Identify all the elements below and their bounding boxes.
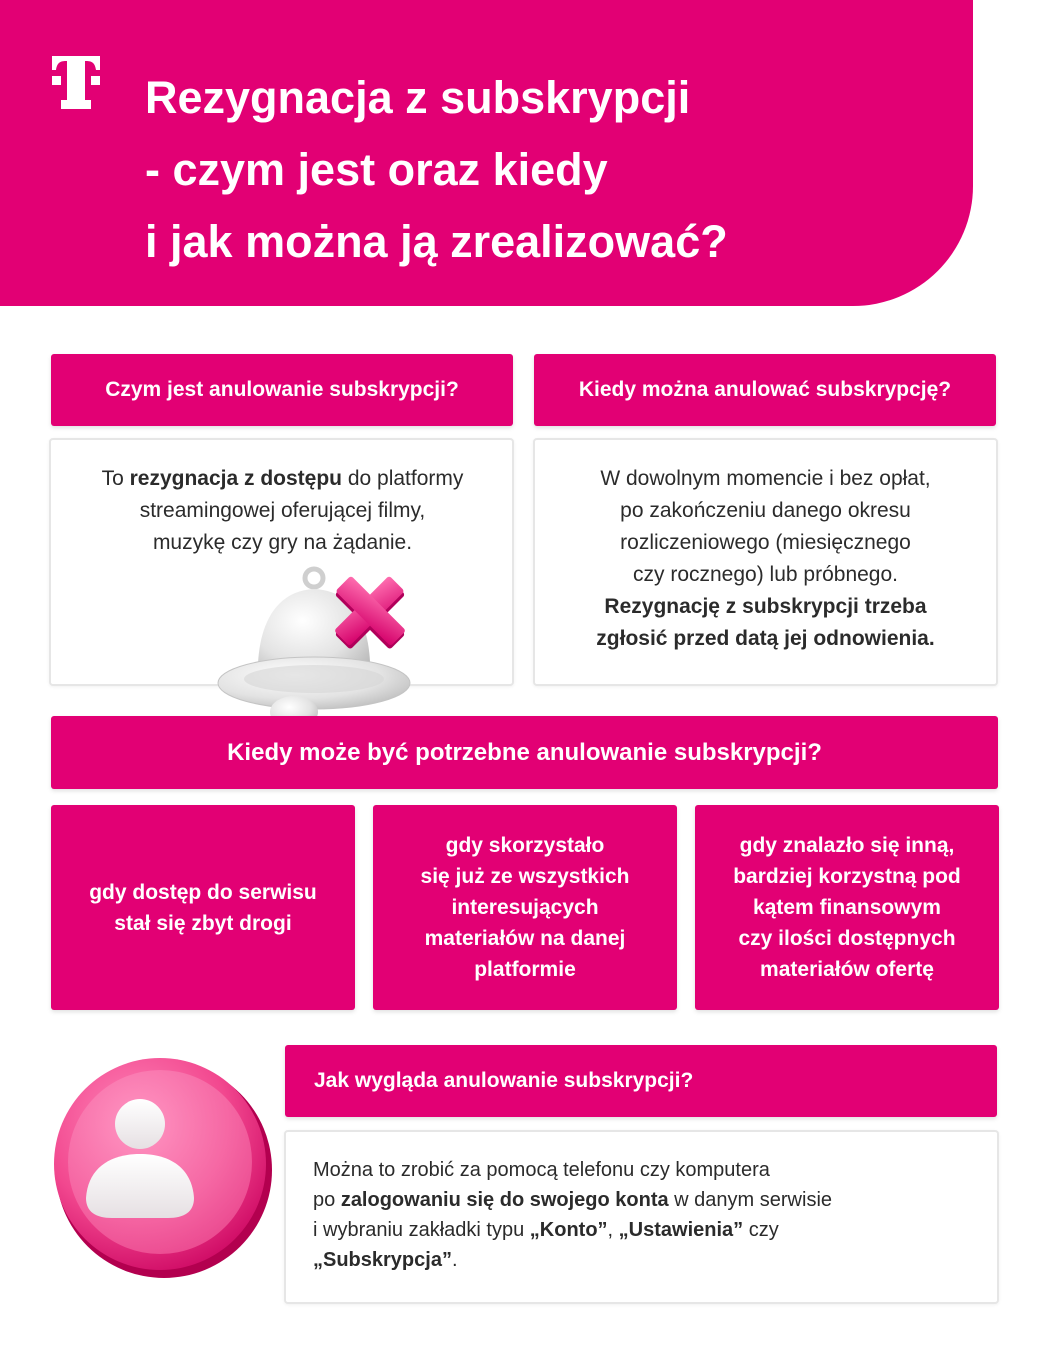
section-when-line-3: rozliczeniowego (miesięcznego: [620, 531, 911, 554]
reason-1-line-2: stał się zbyt drogi: [114, 911, 292, 935]
reason-3-line-1: gdy znalazło się inną,: [739, 834, 955, 857]
section-what-line-3: muzykę czy gry na żądanie.: [152, 531, 413, 554]
section-how-bold-ustawienia: „Ustawienia”: [618, 1219, 744, 1241]
section-what-heading: [51, 354, 513, 426]
section-when-heading-text: Kiedy można anulować subskrypcję?: [578, 378, 952, 401]
section-how-line-4: „Subskrypcja”.: [313, 1249, 458, 1271]
section-what-bold: rezygnacja z dostępu: [129, 467, 342, 490]
section-what-line-1: To rezygnacja z dostępu do platformy: [101, 467, 464, 490]
page-title: [145, 62, 905, 278]
reason-1-line-1: gdy dostęp do serwisu: [89, 880, 317, 904]
reason-3-line-3: kątem finansowym: [753, 896, 941, 919]
section-when-bold-line-2: zgłosić przed datą jej odnowienia.: [596, 627, 935, 650]
reason-3-line-2: bardziej korzystną pod: [733, 865, 961, 888]
section-when-text: [543, 463, 988, 655]
section-how-line-2: po zalogowaniu się do swojego konta w danym serwisie: [313, 1189, 833, 1211]
reason-tile-3: [695, 805, 999, 1010]
section-what-text: [60, 463, 505, 559]
section-what-line-2: streamingowej oferującej filmy,: [139, 499, 426, 522]
section-when-line-4: czy rocznego) lub próbnego.: [633, 563, 898, 586]
reason-tile-1: [51, 805, 355, 1010]
reason-3-line-4: czy ilości dostępnych: [738, 927, 956, 950]
title-line-3: i jak można ją zrealizować?: [145, 216, 728, 267]
section-how-text: [313, 1155, 983, 1275]
header-corner-bg: [973, 0, 1050, 306]
reason-3-line-5: materiałów ofertę: [760, 958, 934, 981]
reason-2-line-4: materiałów na danej: [424, 927, 626, 950]
telekom-t-logo-icon: [50, 52, 102, 112]
title-line-1: Rezygnacja z subskrypcji: [145, 72, 691, 123]
section-how-heading: [285, 1045, 997, 1117]
user-avatar-icon: [48, 1052, 276, 1280]
section-how-line-1: Można to zrobić za pomocą telefonu czy komputera: [313, 1159, 770, 1181]
title-line-2: - czym jest oraz kiedy: [145, 144, 608, 195]
section-how-line-3: i wybraniu zakładki typu „Konto”, „Ustawienia” czy: [313, 1219, 779, 1241]
section-what-heading-text: Czym jest anulowanie subskrypcji?: [105, 378, 459, 401]
reason-2-line-3: interesujących: [451, 896, 599, 919]
section-how-bold-konto: „Konto”: [529, 1219, 608, 1241]
reason-2-line-2: się już ze wszystkich: [420, 865, 630, 888]
section-how-bold-login: zalogowaniu się do swojego konta: [340, 1189, 669, 1211]
section-how-heading-text: Jak wygląda anulowanie subskrypcji?: [314, 1069, 694, 1092]
section-when-line-2: po zakończeniu danego okresu: [620, 499, 911, 522]
section-when-heading: [534, 354, 996, 426]
reason-2-line-5: platformie: [474, 958, 576, 981]
bell-with-x-icon: [210, 565, 420, 735]
reason-tile-2: [373, 805, 677, 1010]
section-reasons-heading-text: Kiedy może być potrzebne anulowanie subskrypcji?: [227, 738, 822, 766]
section-when-line-1: W dowolnym momencie i bez opłat,: [600, 467, 931, 490]
section-reasons-heading: [51, 716, 998, 789]
reason-2-line-1: gdy skorzystało: [445, 834, 605, 857]
section-when-bold-line-1: Rezygnację z subskrypcji trzeba: [604, 595, 927, 618]
section-how-bold-subskrypcja: „Subskrypcja”: [313, 1249, 452, 1271]
